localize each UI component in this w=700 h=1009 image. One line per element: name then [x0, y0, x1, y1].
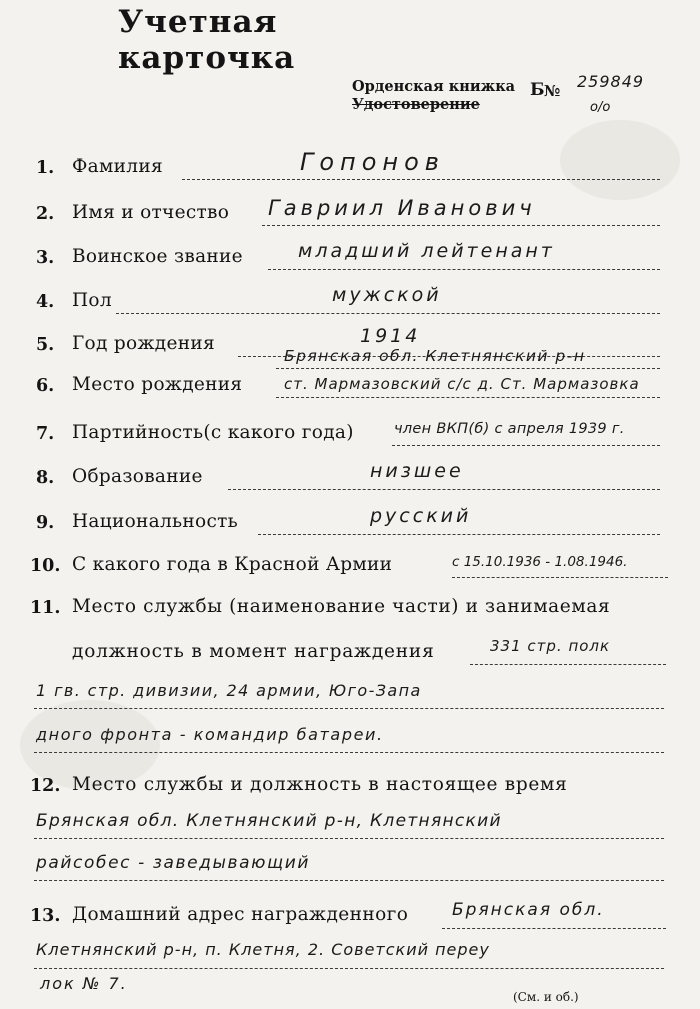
- field-nationality: [0, 505, 700, 545]
- field-current-service: [0, 770, 700, 880]
- certificate-label-struck: Удостоверение: [352, 96, 480, 113]
- field-value-handwritten: Гопонов: [300, 148, 445, 176]
- field-label: Пол: [72, 290, 112, 311]
- field-label: Фамилия: [72, 156, 163, 177]
- record-block: [352, 72, 652, 115]
- field-label: Место рождения: [72, 374, 243, 395]
- continued-note: (См. и об.): [513, 990, 579, 1004]
- field-home-address: [0, 898, 700, 998]
- field-number: 2.: [36, 204, 55, 224]
- field-value-handwritten: Гавриил Иванович: [268, 196, 536, 220]
- field-value-handwritten: дного фронта - командир батареи.: [36, 725, 384, 744]
- card-title: Учетная карточка: [118, 4, 296, 76]
- field-number: 1.: [36, 158, 55, 178]
- field-value-handwritten: Клетнянский р-н, п. Клетня, 2. Советский переу: [36, 940, 490, 959]
- field-party-membership: [0, 416, 700, 456]
- field-label: С какого года в Красной Армии: [72, 554, 393, 575]
- field-label: Воинское звание: [72, 246, 243, 267]
- field-red-army-since: [0, 548, 700, 588]
- field-value-handwritten: райсобес - заведывающий: [36, 853, 311, 873]
- field-label: должность в момент награждения: [72, 641, 435, 662]
- field-number: 7.: [36, 424, 55, 444]
- field-birthplace: [0, 347, 700, 408]
- field-sex: [0, 284, 700, 324]
- field-value-handwritten: русский: [370, 505, 472, 527]
- field-value-handwritten: член ВКП(б) с апреля 1939 г.: [394, 421, 625, 437]
- record-number-suffix: о/о: [590, 100, 611, 115]
- field-label: Партийность(с какого года): [72, 422, 354, 443]
- number-sign: №: [544, 82, 561, 100]
- field-label: Место службы и должность в настоящее время: [72, 774, 568, 795]
- field-value-handwritten: Брянская обл.: [452, 900, 605, 920]
- field-label: Национальность: [72, 511, 239, 532]
- field-value-handwritten: Брянская обл. Клетнянский р-н: [284, 347, 586, 365]
- field-label: Имя и отчество: [72, 202, 230, 223]
- order-book-label: Орденская книжка: [352, 78, 516, 95]
- field-service-at-award: [0, 592, 700, 762]
- field-value-handwritten: ст. Мармазовский с/с д. Ст. Мармазовка: [284, 375, 640, 393]
- field-military-rank: [0, 240, 700, 280]
- field-value-handwritten: с 15.10.1936 - 1.08.1946.: [452, 554, 628, 570]
- field-value-handwritten: лок № 7.: [40, 974, 128, 993]
- field-number: 5.: [36, 335, 55, 355]
- field-education: [0, 460, 700, 500]
- field-value-handwritten: низшее: [370, 460, 464, 482]
- field-number: 4.: [36, 292, 55, 312]
- field-value-handwritten: 1 гв. стр. дивизии, 24 армии, Юго-Запа: [36, 681, 422, 700]
- field-value-handwritten: младший лейтенант: [298, 240, 555, 262]
- field-number: 9.: [36, 513, 55, 533]
- field-label: Домашний адрес награжденного: [72, 904, 409, 925]
- field-value-handwritten: 1914: [360, 325, 421, 347]
- field-value-handwritten: Брянская обл. Клетнянский р-н, Клетнянский: [36, 811, 502, 831]
- field-number: 8.: [36, 468, 55, 488]
- field-number: 11.: [30, 598, 61, 618]
- field-number: 6.: [36, 376, 55, 396]
- field-number: 13.: [30, 906, 61, 926]
- field-number: 3.: [36, 248, 55, 268]
- field-value-handwritten: 331 стр. полк: [490, 637, 611, 655]
- record-number: 259849: [577, 72, 645, 91]
- field-label: Год рождения: [72, 333, 215, 354]
- field-number: 12.: [30, 776, 61, 796]
- field-surname: [0, 150, 700, 190]
- field-name-patronymic: [0, 196, 700, 236]
- field-value-handwritten: мужской: [332, 284, 442, 306]
- field-label: Место службы (наименование части) и занимаемая: [72, 596, 611, 617]
- record-series: Б: [530, 80, 545, 100]
- field-number: 10.: [30, 556, 61, 576]
- field-label: Образование: [72, 466, 203, 487]
